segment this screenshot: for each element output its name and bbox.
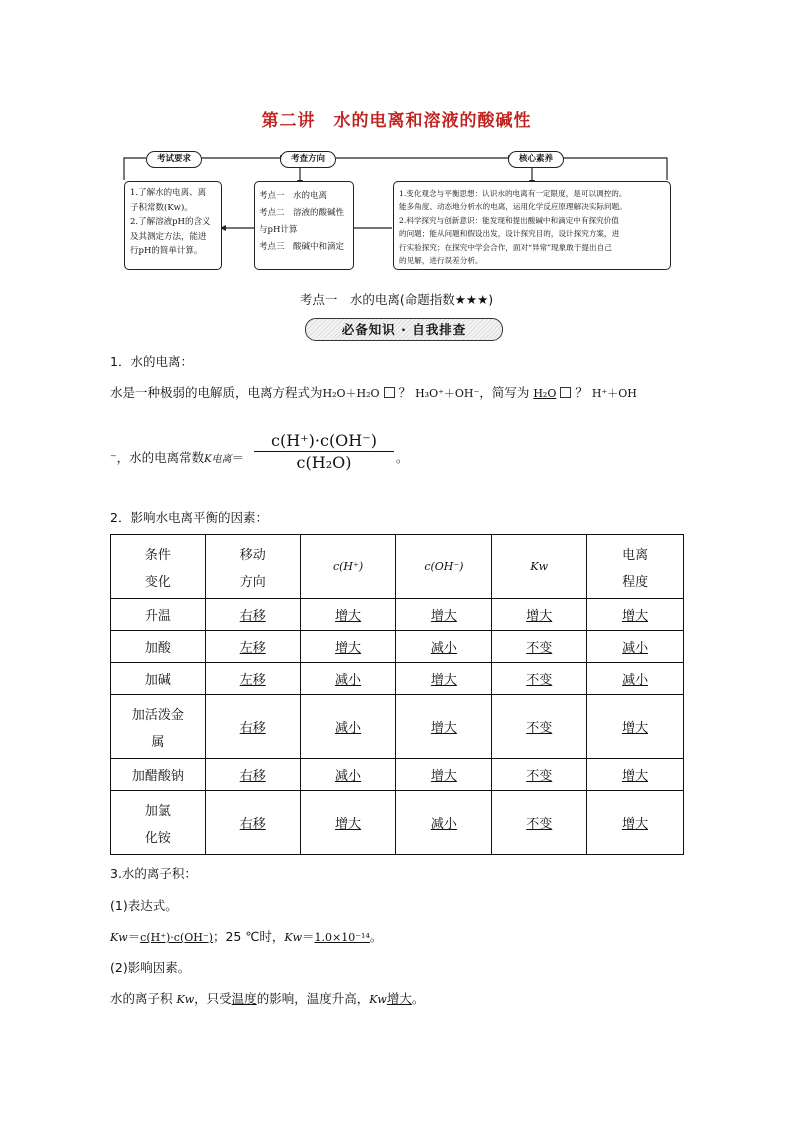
section-heading: 考点一 水的电离(命题指数★★★) (299, 292, 494, 307)
cell-kw: 增大 (492, 599, 587, 631)
cell-degree: 增大 (587, 695, 684, 759)
text: 只受 (206, 991, 232, 1006)
cell-kw: 不变 (492, 791, 587, 855)
literacy-line: 1.变化观念与平衡思想：认识水的电离有一定限度，是可以调控的。 (399, 189, 627, 198)
fraction-denominator: c(H₂O) (296, 453, 352, 472)
req-line: 2.了解溶液pH的含义 (130, 217, 211, 227)
row-condition: 加碱 (111, 663, 206, 695)
literacy-line: 能多角度、动态地分析水的电离，运用化学反应原理解决实际问题。 (399, 202, 627, 212)
kw-symbol: Kw (369, 993, 387, 1006)
box-core-literacy (393, 181, 671, 270)
req-line: 行pH的简单计算。 (130, 246, 203, 256)
direction-line: 考点二 溶液的酸碱性 (259, 208, 345, 218)
header-c-h: c(H⁺) (300, 535, 396, 599)
cell-degree: 增大 (587, 599, 684, 631)
kw-symbol: Kw (110, 931, 128, 944)
equation-reactants: H₂O＋H₂O (322, 387, 380, 400)
table-row (111, 599, 684, 631)
cell-c-oh: 增大 (396, 695, 492, 759)
cell-kw: 不变 (492, 663, 587, 695)
kw-expression: c(H⁺)·c(OH⁻) (140, 931, 213, 944)
text: ；25 ℃时， (212, 929, 285, 944)
short-equation-products: H⁺＋OH (591, 387, 637, 400)
cell-degree: 减小 (587, 631, 684, 663)
tag-exam-requirements: 考试要求 (146, 151, 202, 168)
header-ionization-degree: 电离 程度 (587, 535, 684, 599)
equilibrium-symbol-box (560, 387, 571, 398)
table-row (111, 663, 684, 695)
p3-sub2: (2)影响因素。 (110, 960, 191, 975)
fraction-k-ionization (254, 431, 394, 472)
cell-direction: 右移 (205, 791, 300, 855)
factors-table (110, 534, 684, 855)
row-condition: 加氯 化铵 (111, 791, 206, 855)
cell-c-h: 减小 (300, 663, 396, 695)
p3-expression (110, 928, 382, 947)
equilibrium-symbol: ？ (398, 385, 412, 400)
text: ，简写为 (479, 385, 530, 400)
k-ionization-symbol: K电离 (204, 454, 232, 465)
increase-answer: 增大 (386, 991, 412, 1006)
box-exam-directions (254, 181, 354, 270)
connector-right (560, 158, 667, 180)
cell-c-oh: 增大 (396, 663, 492, 695)
text: 。 (411, 991, 425, 1006)
title-lecture: 第二讲 (261, 111, 316, 131)
cell-degree: 增大 (587, 759, 684, 791)
kw-symbol: Kw (284, 931, 303, 944)
p3-sub1: (1)表达式。 (110, 898, 178, 913)
text: 。 (369, 929, 383, 944)
cell-c-h: 减小 (300, 759, 396, 791)
req-line: 子积常数(Kw)。 (130, 202, 193, 213)
tag-exam-directions: 考查方向 (280, 151, 336, 168)
cell-c-h: 增大 (300, 599, 396, 631)
cell-kw: 不变 (492, 759, 587, 791)
row-condition: 加酸 (111, 631, 206, 663)
p1-line2-end: 。 (396, 450, 409, 465)
p3-influence-line: 水的离子积 Kw，只受温度的影响，温度升高，Kw增大。 (110, 991, 425, 1006)
text: 水的离子积 (110, 991, 173, 1006)
literacy-line: 的见解，进行误差分析。 (399, 256, 483, 266)
header-kw: Kw (492, 535, 587, 599)
equilibrium-symbol: ？ (575, 385, 588, 400)
cell-c-h: 减小 (300, 695, 396, 759)
cell-c-h: 增大 (300, 791, 396, 855)
literacy-line: 行实验探究；在探究中学会合作，面对“异常”现象敢于提出自己 (399, 242, 612, 252)
p1-line1 (110, 384, 637, 403)
cell-c-oh: 增大 (396, 759, 492, 791)
direction-line: 考点三 酸碱中和滴定 (259, 242, 345, 252)
literacy-line: 2.科学探究与创新意识：能发现和提出酸碱中和滴定中有探究价值 (399, 215, 619, 225)
equals: ＝ (127, 929, 141, 944)
text: 的影响，温度升高， (256, 991, 370, 1006)
row-condition: 加活泼金 属 (111, 695, 206, 759)
kw-symbol: Kw (176, 993, 195, 1006)
header-direction: 移动 方向 (205, 535, 300, 599)
equals: ＝ (302, 929, 315, 944)
equation-products: H₃O⁺＋OH⁻ (415, 387, 480, 400)
row-condition: 升温 (111, 599, 206, 631)
req-line: 及其测定方法，能进 (130, 231, 207, 242)
tag-core-literacy: 核心素养 (508, 151, 564, 168)
short-equation-reactant: H₂O (533, 387, 557, 400)
cell-kw: 不变 (492, 695, 587, 759)
header-condition: 条件 变化 (111, 535, 206, 599)
cell-degree: 减小 (587, 663, 684, 695)
cell-c-oh: 增大 (396, 599, 492, 631)
cell-direction: 右移 (205, 695, 300, 759)
p1-heading: 1．水的电离： (110, 354, 193, 369)
table-row (111, 631, 684, 663)
cell-direction: 右移 (205, 759, 300, 791)
direction-line: 与pH计算 (259, 225, 298, 235)
cell-direction: 右移 (205, 599, 300, 631)
p3-heading: 3.水的离子积： (110, 866, 197, 881)
literacy-line: 的问题；能从问题和假设出发，设计探究目的，设计探究方案，进 (399, 229, 620, 239)
table-row (111, 791, 684, 855)
text: 水是一种极弱的电解质，电离方程式为 (110, 385, 323, 400)
p2-heading: 2．影响水电离平衡的因素： (110, 510, 268, 525)
text: ⁻，水的电离常数 (110, 450, 205, 465)
header-c-oh: c(OH⁻) (396, 535, 492, 599)
req-line: 1.了解水的电离、离 (130, 188, 207, 198)
table-header-row (111, 535, 684, 599)
cell-direction: 左移 (205, 631, 300, 663)
cell-degree: 增大 (587, 791, 684, 855)
kw-value: 1.0×10⁻¹⁴ (314, 931, 370, 944)
fraction-numerator: c(H⁺)·c(OH⁻) (271, 431, 377, 450)
table-row (111, 695, 684, 759)
table-row (111, 759, 684, 791)
cell-c-oh: 减小 (396, 631, 492, 663)
cell-kw: 不变 (492, 631, 587, 663)
cell-c-oh: 减小 (396, 791, 492, 855)
cell-c-h: 增大 (300, 631, 396, 663)
section-badge: 必备知识 · 自我排查 (305, 318, 503, 341)
equilibrium-symbol-box (384, 387, 395, 398)
box-exam-requirements (124, 181, 222, 270)
p1-line2: ⁻，水的电离常数K电离＝ (110, 450, 245, 465)
connector-left (124, 158, 146, 180)
temperature-answer: 温度 (231, 991, 257, 1006)
title-topic: 水的电离和溶液的酸碱性 (333, 111, 532, 131)
direction-line: 考点一 水的电离 (259, 191, 328, 201)
fraction-bar (254, 451, 394, 452)
cell-direction: 左移 (205, 663, 300, 695)
row-condition: 加醋酸钠 (111, 759, 206, 791)
